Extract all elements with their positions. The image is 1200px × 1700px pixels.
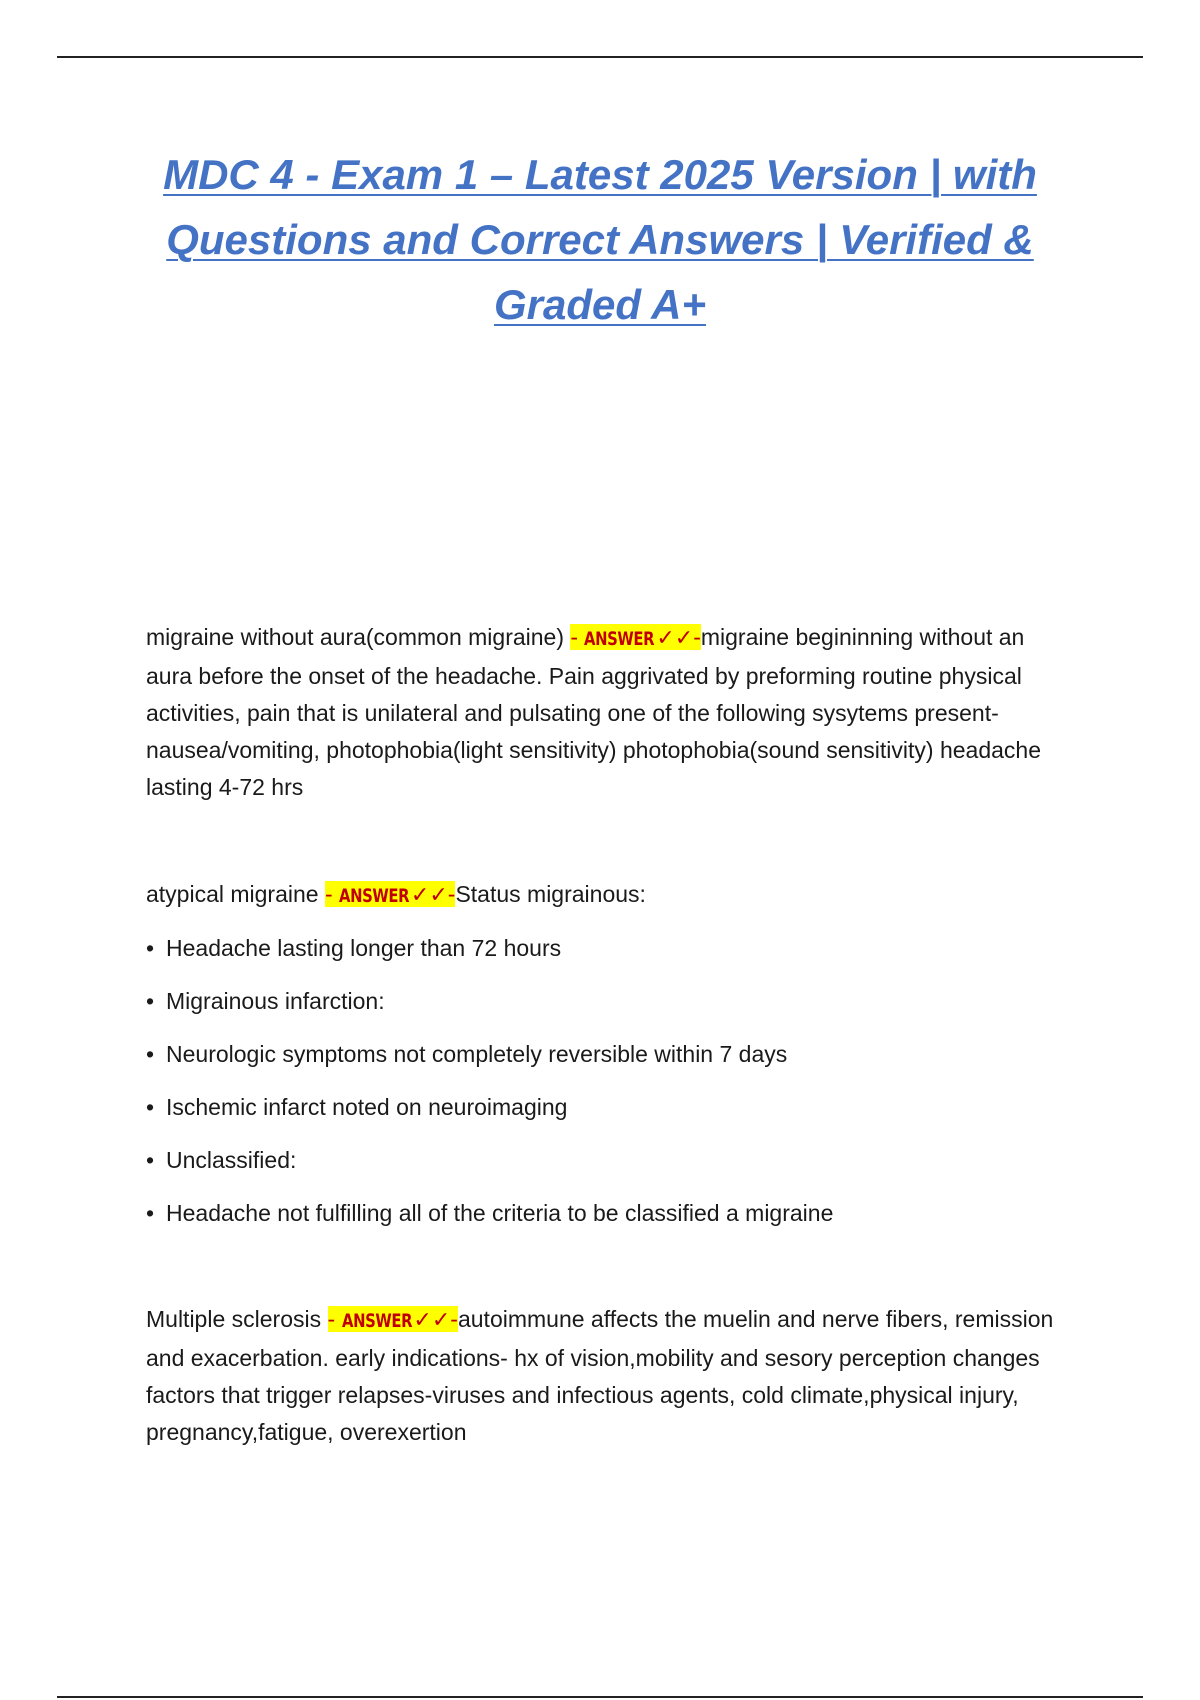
list-item-text: Neurologic symptoms not completely reversible within 7 days — [166, 1041, 788, 1067]
header-rule — [57, 56, 1143, 58]
document-title-text: MDC 4 - Exam 1 – Latest 2025 Version | with Questions and Correct Answers | Verified & Graded A+ — [163, 151, 1037, 328]
answer-label: ANSWER — [584, 628, 655, 650]
answer-marker — [328, 1306, 458, 1332]
bullet-icon: • — [146, 988, 155, 1014]
answer-text: Status migrainous: — [455, 881, 646, 907]
bullet-icon: • — [146, 1094, 155, 1120]
footer-rule — [57, 1696, 1143, 1698]
answer-dash: - — [570, 624, 585, 650]
list-item — [146, 922, 1066, 975]
bullet-icon: • — [146, 935, 155, 961]
check-icon: ✓✓ — [656, 625, 694, 650]
list-item-text: Migrainous infarction: — [166, 988, 385, 1014]
bullet-list — [146, 922, 1066, 1240]
list-item — [146, 1081, 1066, 1134]
bullet-icon: • — [146, 1147, 155, 1173]
answer-label: ANSWER — [341, 1310, 412, 1332]
list-item-text: Headache not fulfilling all of the criteria to be classified a migraine — [166, 1200, 834, 1226]
list-item-text: Unclassified: — [166, 1147, 297, 1173]
answer-label: ANSWER — [339, 885, 410, 907]
qa-entry — [146, 1301, 1066, 1451]
answer-dash: - — [324, 881, 340, 907]
bullet-icon: • — [146, 1041, 155, 1067]
check-icon: ✓✓ — [410, 882, 448, 907]
answer-text: migraine begininning without an aura before the onset of the headache. Pain aggrivated by preforming routine physical activities, pain that is unilateral and pulsating one of the following sysytems present- nausea/vomiting, photophobia(light sensitivity) photophobia(sound sensitivity) headache lasting 4-72 hrs — [146, 624, 1042, 800]
answer-trail: - — [693, 624, 701, 650]
answer-dash: - — [327, 1306, 342, 1332]
answer-marker — [325, 881, 455, 907]
list-item — [146, 1187, 1066, 1240]
document-title — [140, 142, 1060, 337]
question-term: atypical migraine — [146, 881, 325, 907]
list-item-text: Headache lasting longer than 72 hours — [166, 935, 562, 961]
question-term: migraine without aura(common migraine) — [146, 624, 571, 650]
answer-text: autoimmune affects the muelin and nerve fibers, remission and exacerbation. early indications- hx of vision,mobility and sesory perception changes factors that trigger relapses-viruses and infectious agents, cold climate,physical injury, pregnancy,fatigue, overexertion — [146, 1306, 1054, 1445]
qa-entry — [146, 619, 1066, 806]
bullet-icon: • — [146, 1200, 155, 1226]
list-item — [146, 1028, 1066, 1081]
qa-entry-lead — [146, 876, 1066, 915]
list-item — [146, 975, 1066, 1028]
answer-marker — [570, 624, 700, 650]
list-item — [146, 1134, 1066, 1187]
check-icon: ✓✓ — [413, 1307, 451, 1332]
list-item-text: Ischemic infarct noted on neuroimaging — [166, 1094, 568, 1120]
answer-trail: - — [447, 881, 456, 907]
answer-trail: - — [450, 1306, 458, 1332]
question-term: Multiple sclerosis — [146, 1306, 328, 1332]
qa-entry — [146, 876, 1066, 1240]
